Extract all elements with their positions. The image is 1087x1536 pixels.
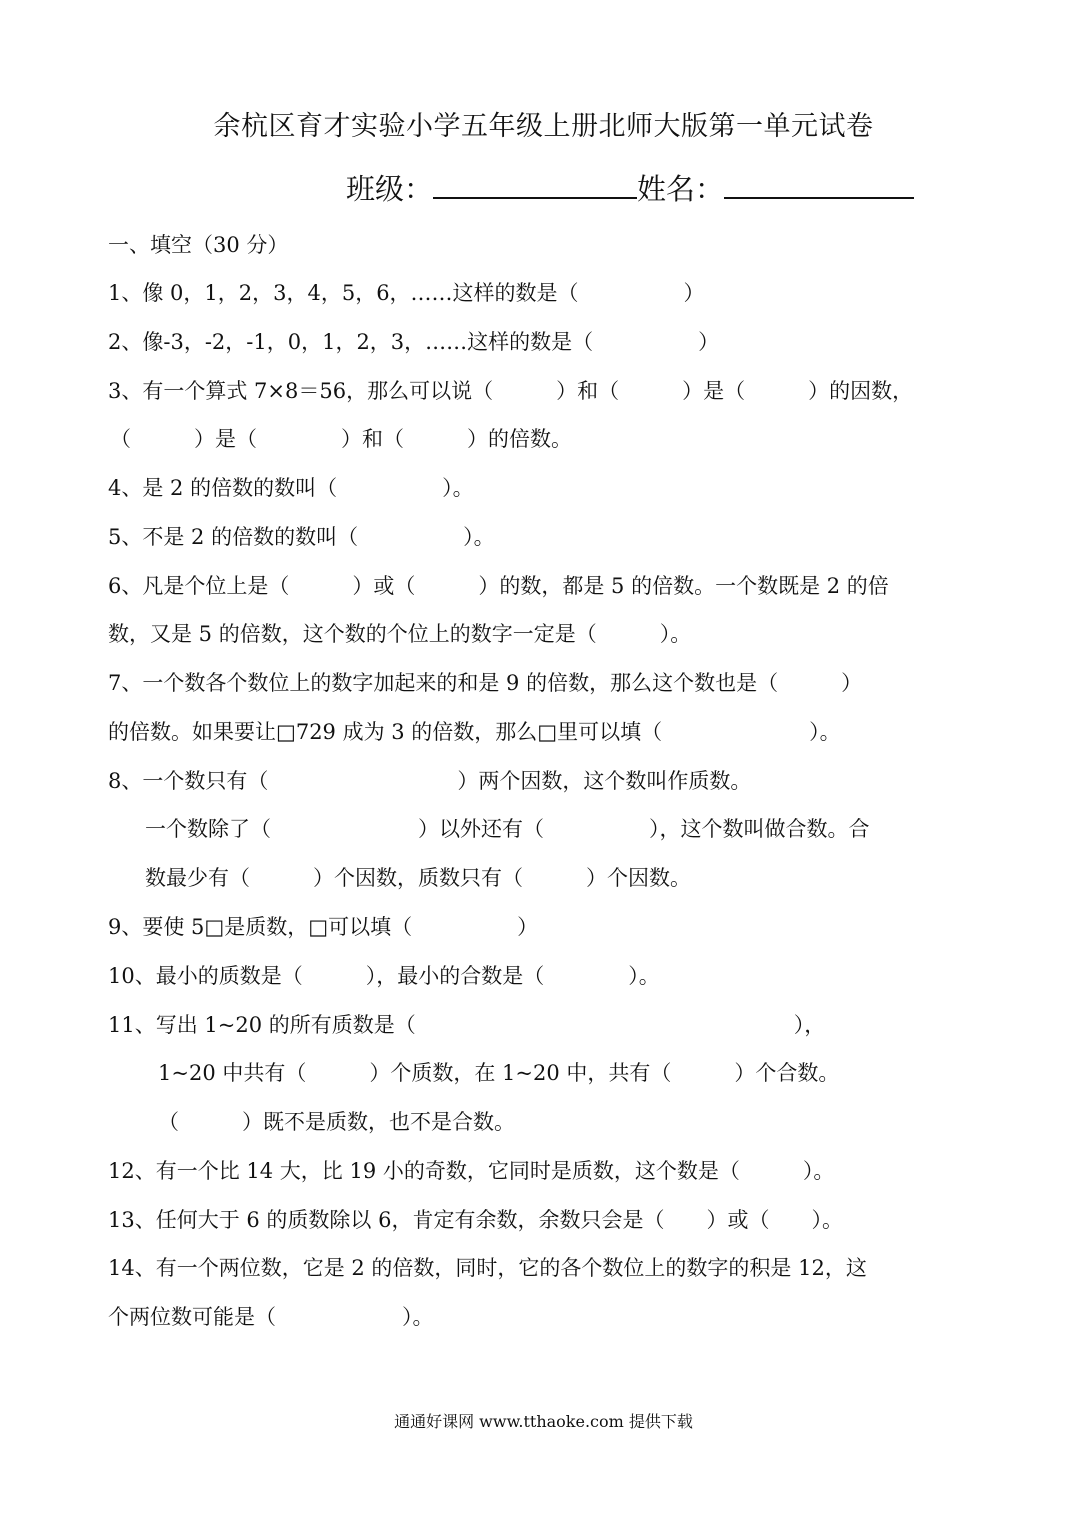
name-label: 姓名： (637, 172, 725, 206)
class-name-fields (346, 167, 914, 208)
footer-credit: 通通好课网 www.tthaoke.com 提供下载 (394, 1412, 693, 1431)
question-line: 13、任何大于 6 的质数除以 6，肯定有余数，余数只会是（ ）或（ ）。 (108, 1208, 843, 1232)
question-line: 7、一个数各个数位上的数字加起来的和是 9 的倍数，那么这个数也是（ ） (108, 671, 863, 695)
question-line: 11、写出 1~20 的所有质数是（ ）， (108, 1013, 826, 1037)
question-line: 9、要使 5□是质数，□可以填（ ） (108, 915, 539, 939)
question-line: 8、一个数只有（ ）两个因数，这个数叫作质数。 (108, 769, 752, 793)
class-blank[interactable] (433, 167, 637, 199)
question-line: 的倍数。如果要让□729 成为 3 的倍数，那么□里可以填（ ）。 (108, 720, 841, 744)
question-line: 6、凡是个位上是（ ）或（ ）的数，都是 5 的倍数。一个数既是 2 的倍 (108, 574, 889, 598)
question-line: 1~20 中共有（ ）个质数，在 1~20 中，共有（ ）个合数。 (158, 1061, 840, 1085)
question-line: （ ）既不是质数，也不是合数。 (158, 1110, 515, 1134)
exam-title: 余杭区育才实验小学五年级上册北师大版第一单元试卷 (213, 111, 874, 142)
question-line: 14、有一个两位数，它是 2 的倍数，同时，它的各个数位上的数字的积是 12，这 (108, 1256, 867, 1280)
question-line: 10、最小的质数是（ ），最小的合数是（ ）。 (108, 964, 660, 988)
question-line: 一个数除了（ ）以外还有（ ），这个数叫做合数。合 (145, 817, 870, 841)
question-line: 1、像 0，1，2，3，4，5，6，……这样的数是（ ） (108, 281, 705, 305)
question-line: 2、像-3，-2，-1，0，1，2，3，……这样的数是（ ） (108, 330, 720, 354)
name-blank[interactable] (724, 167, 914, 199)
section-heading: 一、填空（30 分） (108, 233, 289, 257)
question-line: 12、有一个比 14 大，比 19 小的奇数，它同时是质数，这个数是（ ）。 (108, 1159, 835, 1183)
question-line: 数最少有（ ）个因数，质数只有（ ）个因数。 (145, 866, 691, 890)
question-line: 3、有一个算式 7×8＝56，那么可以说（ ）和（ ）是（ ）的因数， (108, 379, 914, 403)
question-line: 数，又是 5 的倍数，这个数的个位上的数字一定是（ ）。 (108, 622, 692, 646)
question-line: 5、不是 2 的倍数的数叫（ ）。 (108, 525, 495, 549)
question-line: 4、是 2 的倍数的数叫（ ）。 (108, 476, 474, 500)
question-line: （ ）是（ ）和（ ）的倍数。 (110, 427, 572, 451)
class-label: 班级： (346, 172, 434, 206)
question-line: 个两位数可能是（ ）。 (108, 1305, 434, 1329)
